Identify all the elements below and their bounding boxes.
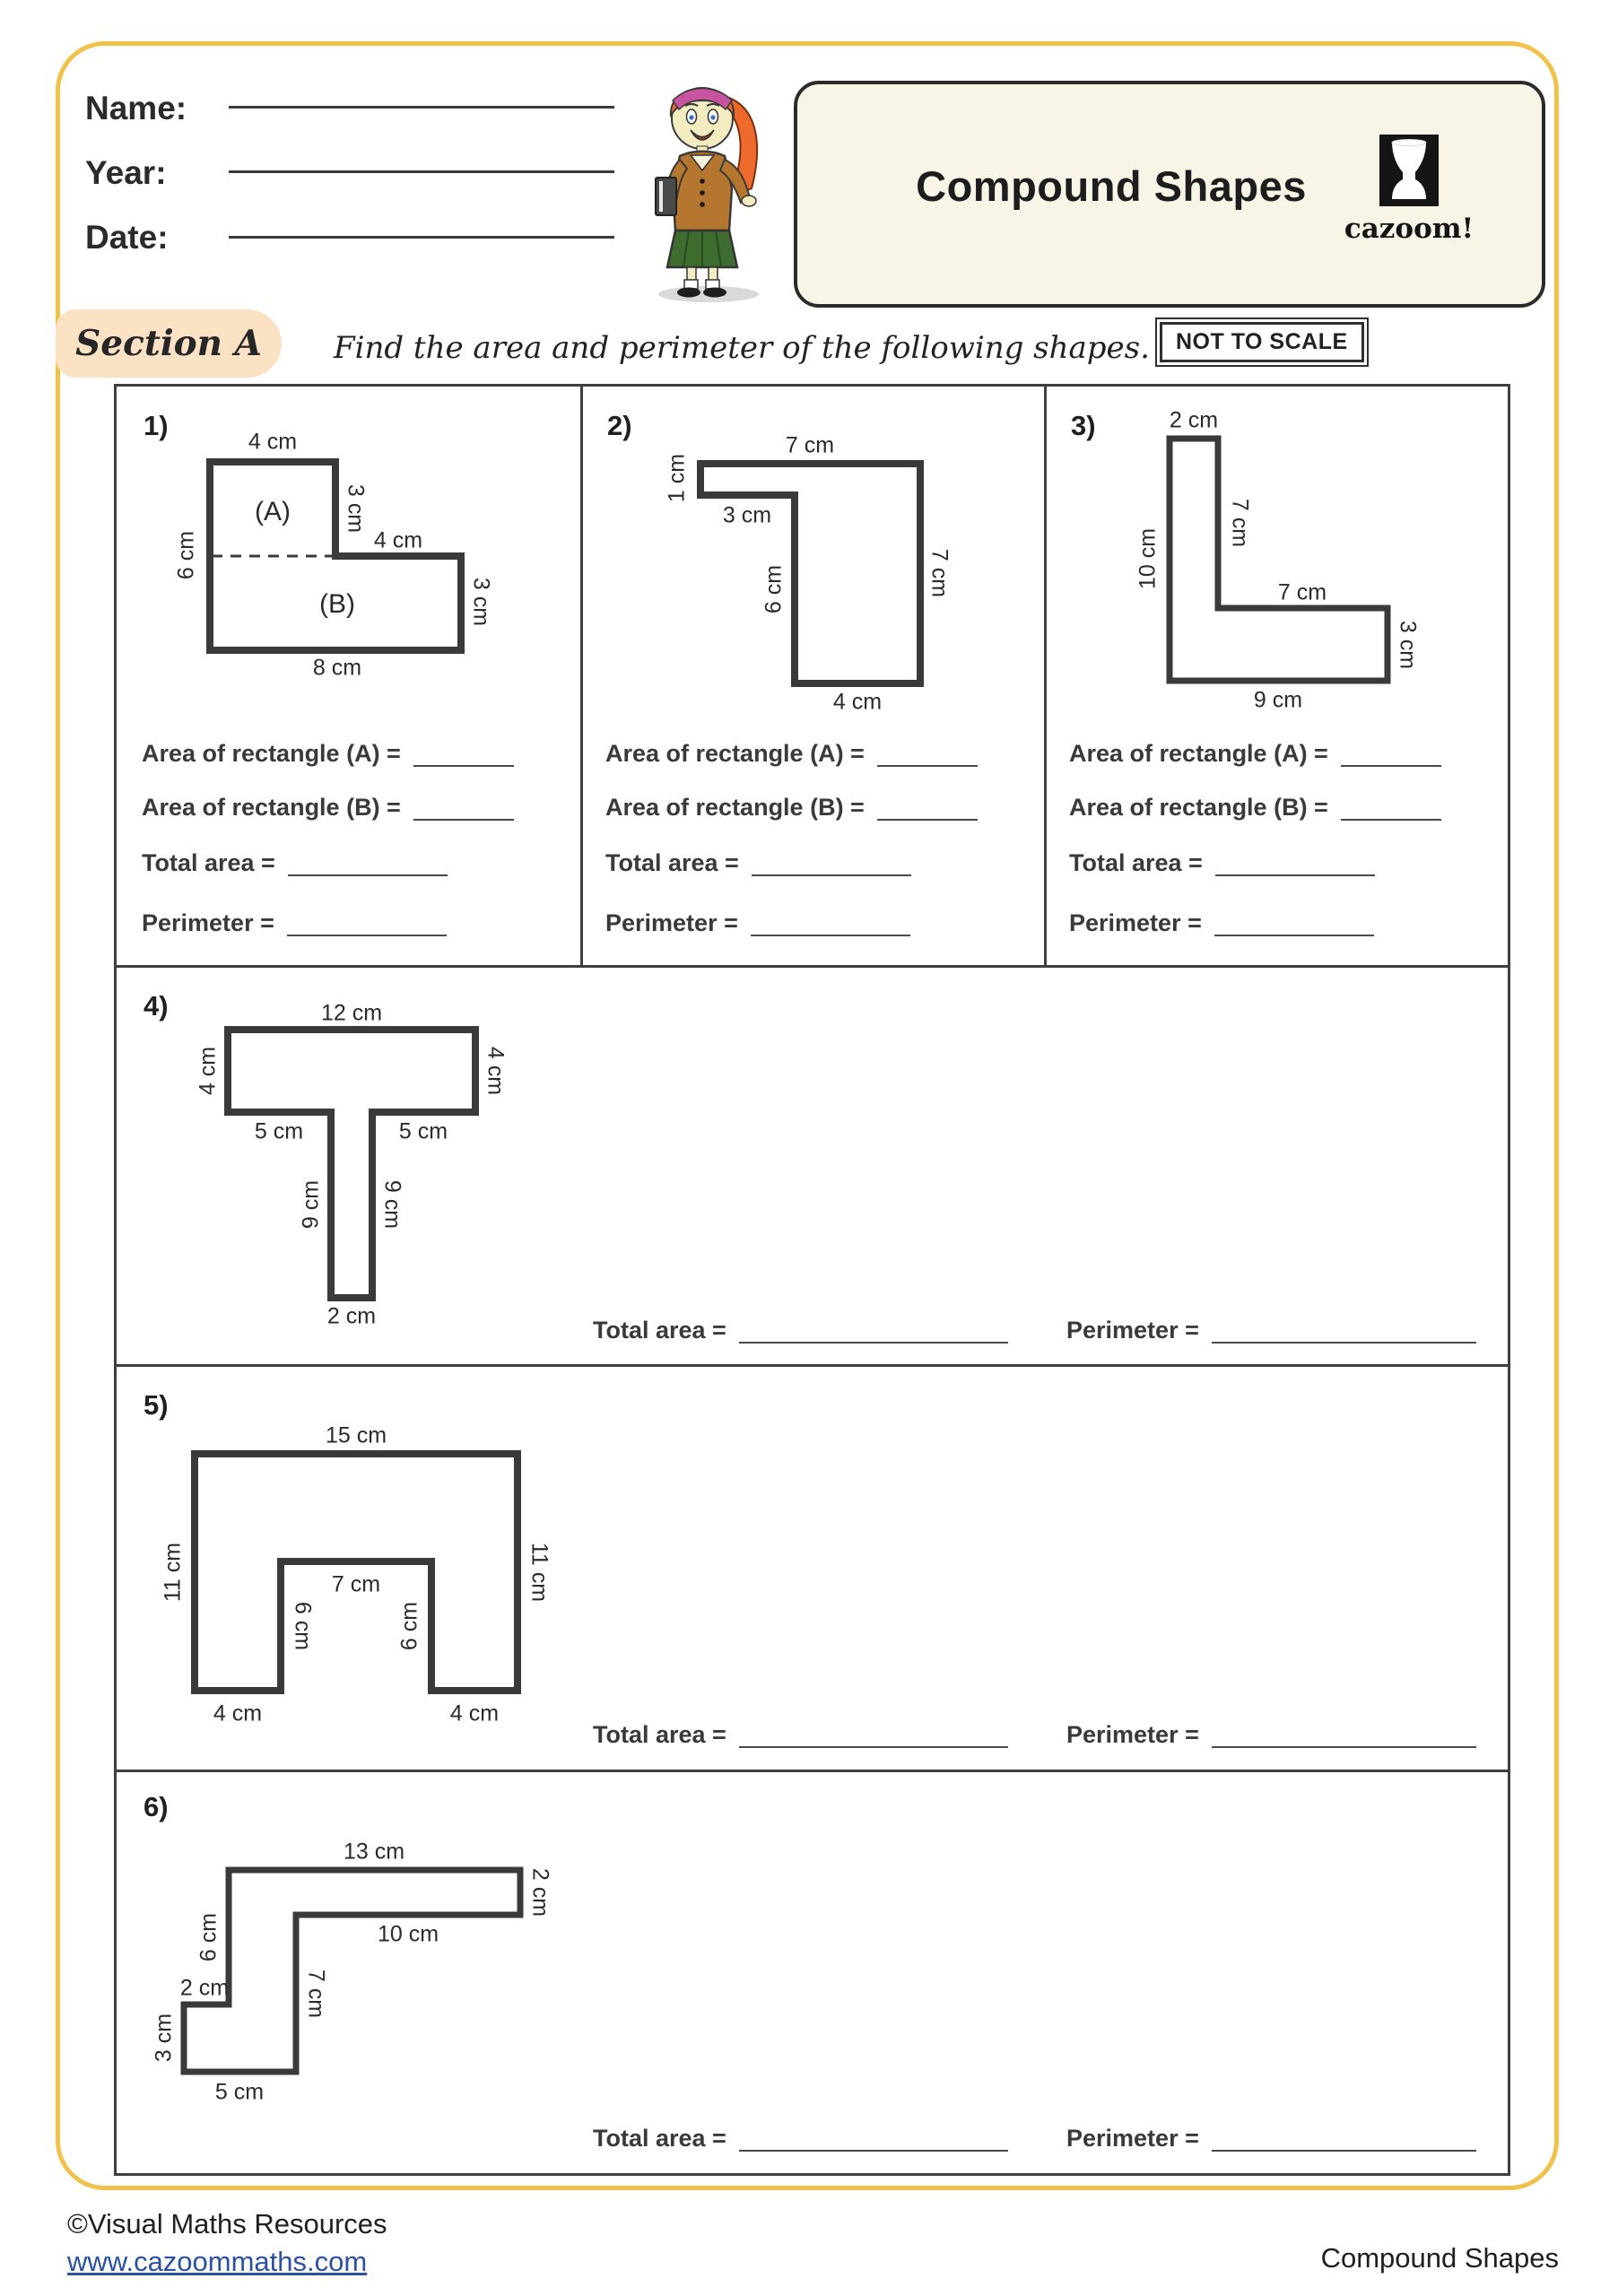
problem-3-shape (1166, 435, 1391, 684)
answer-total-area: Total area = (1069, 842, 1375, 876)
copyright-text: ©Visual Maths Resources (67, 2208, 387, 2239)
date-input-line[interactable] (229, 236, 614, 239)
answer-blank[interactable] (739, 1716, 1008, 1748)
answer-blank[interactable] (739, 2119, 1008, 2152)
dim-label: 2 cm (326, 1303, 377, 1329)
header (0, 0, 1618, 305)
dim-label: 7 cm (1277, 579, 1327, 605)
problem-6-number: 6) (144, 1791, 169, 1822)
problem-4-row (117, 965, 1508, 1367)
year-input-line[interactable] (229, 170, 614, 173)
answer-blank[interactable] (1212, 2119, 1476, 2152)
dim-label: 5 cm (214, 2079, 265, 2105)
answer-blank[interactable] (877, 788, 978, 821)
dim-label: 3 cm (468, 577, 494, 627)
answer-total-area: Total area = (593, 1309, 1008, 1344)
answer-blank[interactable] (751, 904, 910, 936)
answer-perimeter: Perimeter = (1066, 2118, 1476, 2152)
section-a-label: Section A (75, 323, 262, 364)
answer-blank[interactable] (752, 844, 911, 876)
answer-blank[interactable] (877, 735, 978, 767)
year-label: Year: (85, 154, 167, 191)
dim-label: 6 cm (196, 1912, 222, 1962)
answer-perimeter: Perimeter = (605, 902, 910, 936)
dim-label: 7 cm (331, 1571, 381, 1597)
dim-label: 6 cm (396, 1601, 422, 1651)
dim-label: 3 cm (343, 483, 369, 534)
answer-total-area: Total area = (605, 842, 911, 876)
dim-label: 4 cm (483, 1046, 509, 1096)
not-to-scale-label: NOT TO SCALE (1160, 322, 1364, 362)
problems-grid (114, 384, 1510, 2176)
dim-label: 1 cm (664, 453, 690, 503)
date-label: Date: (85, 219, 169, 256)
problem-1-cell (117, 387, 583, 965)
dim-label: 4 cm (195, 1046, 221, 1096)
answer-blank[interactable] (413, 735, 514, 767)
answer-perimeter: Perimeter = (142, 902, 447, 936)
dim-label: 2 cm (1169, 407, 1219, 433)
dim-label: 3 cm (722, 502, 772, 528)
website-link[interactable]: www.cazoommaths.com (67, 2246, 368, 2277)
dim-label: 6 cm (761, 564, 787, 614)
cazoom-logo (1337, 135, 1481, 245)
dim-label: 12 cm (320, 1000, 383, 1026)
problem-6-row (117, 1770, 1508, 2173)
cazoom-drum-icon (1379, 135, 1439, 206)
dim-label: 7 cm (926, 548, 953, 598)
answer-blank[interactable] (1341, 788, 1441, 821)
problem-2-shape (697, 460, 924, 687)
dim-label: 11 cm (526, 1542, 552, 1603)
dim-label: 9 cm (298, 1179, 324, 1230)
section-instruction: Find the area and perimeter of the following shapes. (334, 330, 1150, 366)
dim-label: 5 cm (398, 1118, 448, 1144)
dim-label: 8 cm (312, 655, 362, 681)
dim-label: 2 cm (527, 1867, 553, 1918)
answer-blank[interactable] (1212, 1311, 1476, 1344)
answer-area-a: Area of rectangle (A) = (605, 733, 978, 767)
dim-label: 6 cm (290, 1601, 316, 1651)
name-label: Name: (85, 90, 187, 126)
dim-label: 10 cm (377, 1921, 439, 1947)
problem-3-number: 3) (1071, 410, 1096, 441)
answer-area-b: Area of rectangle (B) = (142, 787, 514, 821)
dim-label: 9 cm (1253, 687, 1303, 713)
region-a-label: (A) (255, 497, 291, 526)
problem-2-number: 2) (607, 410, 632, 441)
answer-area-a: Area of rectangle (A) = (1069, 733, 1441, 767)
dim-label: 4 cm (213, 1700, 263, 1726)
dim-label: 13 cm (343, 1839, 405, 1865)
dim-label: 7 cm (303, 1969, 329, 2019)
name-input-line[interactable] (229, 106, 614, 109)
answer-area-b: Area of rectangle (B) = (1069, 787, 1441, 821)
dim-label: 4 cm (449, 1700, 500, 1726)
dim-label: 9 cm (379, 1179, 405, 1230)
answer-blank[interactable] (287, 904, 447, 936)
answer-area-a: Area of rectangle (A) = (142, 733, 514, 767)
dim-label: 15 cm (325, 1422, 387, 1448)
answer-total-area: Total area = (593, 1714, 1008, 1748)
answer-perimeter: Perimeter = (1069, 902, 1374, 936)
dim-label: 7 cm (785, 432, 835, 458)
region-b-label: (B) (319, 589, 355, 619)
answer-blank[interactable] (288, 844, 448, 876)
answer-blank[interactable] (413, 788, 514, 821)
dim-label: 4 cm (373, 527, 423, 553)
dim-label: 3 cm (1395, 620, 1421, 670)
problem-5-row (117, 1364, 1508, 1772)
answer-blank[interactable] (1214, 904, 1374, 936)
dim-label: 11 cm (160, 1542, 186, 1603)
dim-label: 2 cm (179, 1975, 230, 2001)
answer-perimeter: Perimeter = (1066, 1309, 1476, 1344)
worksheet-title: Compound Shapes (916, 162, 1307, 210)
dim-label: 10 cm (1135, 527, 1161, 590)
answer-area-b: Area of rectangle (B) = (605, 787, 978, 821)
problem-6-shape (180, 1866, 524, 2075)
student-mascot-illustration (626, 54, 789, 303)
problem-5-number: 5) (144, 1389, 169, 1421)
problem-3-cell (1044, 387, 1508, 965)
answer-blank[interactable] (1212, 1716, 1476, 1748)
answer-blank[interactable] (739, 1311, 1008, 1344)
problem-1-shape (206, 458, 465, 654)
answer-perimeter: Perimeter = (1066, 1714, 1476, 1748)
cazoom-logo-word: cazoom! (1344, 213, 1474, 245)
not-to-scale-box (1155, 317, 1369, 367)
dim-label: 4 cm (248, 429, 298, 455)
footer-doc-title: Compound Shapes (1320, 2242, 1559, 2274)
answer-blank[interactable] (1215, 844, 1375, 876)
problem-1-number: 1) (144, 410, 169, 441)
grid-row-1 (117, 387, 1508, 968)
problem-4-shape (224, 1026, 479, 1301)
dim-label: 7 cm (1227, 498, 1253, 548)
answer-total-area: Total area = (593, 2118, 1008, 2152)
dim-label: 5 cm (254, 1118, 304, 1144)
title-box (794, 81, 1545, 308)
answer-blank[interactable] (1341, 735, 1441, 767)
answer-total-area: Total area = (142, 842, 448, 876)
dim-label: 4 cm (832, 689, 883, 715)
section-a-badge (56, 309, 282, 378)
dim-label: 3 cm (151, 2013, 177, 2063)
dim-label: 6 cm (173, 530, 199, 580)
problem-2-cell (580, 387, 1047, 965)
problem-4-number: 4) (144, 990, 169, 1022)
